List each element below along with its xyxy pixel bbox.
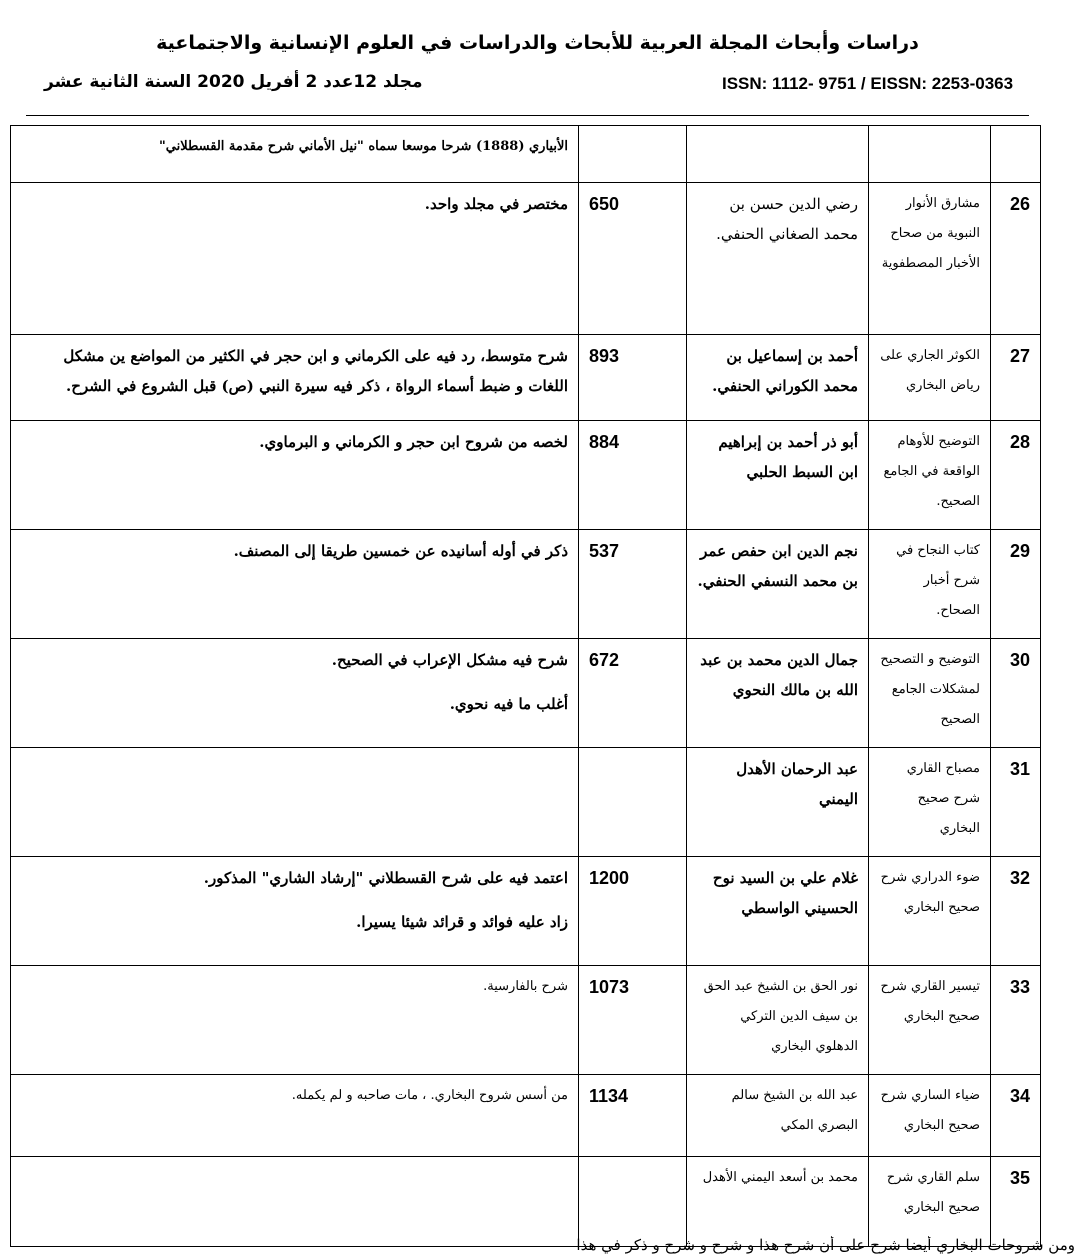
author-name: جمال الدين محمد بن عبد الله بن مالك النحوي (687, 639, 869, 748)
journal-title: دراسات وأبحاث المجلة العربية للأبحاث والدراسات في العلوم الإنسانية والاجتماعية (156, 32, 919, 54)
author-name: عبد الله بن الشيخ سالم البصري المكي (687, 1075, 869, 1157)
table-row (11, 183, 1041, 335)
row-number: 29 (991, 530, 1041, 639)
description-cell (11, 183, 579, 335)
death-year (579, 748, 687, 857)
footer-text: ومن شروحات البخاري أيضا شرح على أن شرح هذا و شرح و شرح و ذكر في هذا (576, 1236, 1075, 1254)
row-number: 35 (991, 1157, 1041, 1247)
row-number: 26 (991, 183, 1041, 335)
table-row (11, 857, 1041, 966)
row-number: 28 (991, 421, 1041, 530)
author-name: غلام علي بن السيد نوح الحسيني الواسطي (687, 857, 869, 966)
description-cell (11, 530, 579, 639)
death-year: 537 (579, 530, 687, 639)
table-row (11, 335, 1041, 421)
table-row (11, 639, 1041, 748)
description-line: لخصه من شروح ابن حجر و الكرماني و البرماوي. (259, 433, 568, 451)
row-number: 33 (991, 966, 1041, 1075)
row-number: 31 (991, 748, 1041, 857)
book-title: الكوثر الجاري على رياض البخاري (869, 335, 991, 421)
description-line: أغلب ما فيه نحوي. (449, 695, 568, 713)
author-name: محمد بن أسعد اليمني الأهدل (687, 1157, 869, 1247)
description-line: شرح فيه مشكل الإعراب في الصحيح. (331, 651, 568, 669)
table-row (11, 421, 1041, 530)
book-title: مشارق الأنوار النبوية من صحاح الأخبار المصطفوية (869, 183, 991, 335)
description-cell (11, 1157, 579, 1247)
issn-line: ISSN: 1112- 9751 / EISSN: 2253-0363 (722, 74, 1014, 93)
death-year: 1073 (579, 966, 687, 1075)
description-cell (11, 1075, 579, 1157)
book-title: التوضيح و التصحيح لمشكلات الجامع الصحيح (869, 639, 991, 748)
table-row (11, 966, 1041, 1075)
description-line: اعتمد فيه على شرح القسطلاني "إرشاد الشاري" المذكور. (203, 869, 568, 887)
description-line: من أسس شروح البخاري. ، مات صاحبه و لم يكمله. (291, 1088, 568, 1103)
header-rule (26, 115, 1029, 116)
row-number: 34 (991, 1075, 1041, 1157)
year-cell (579, 126, 687, 183)
book-title: كتاب النجاح في شرح أخبار الصحاح. (869, 530, 991, 639)
description-cell (11, 966, 579, 1075)
volume-line: مجلد 12عدد 2 أفريل 2020 السنة الثانية عشر (44, 72, 423, 92)
author-name: أحمد بن إسماعيل بن محمد الكوراني الحنفي. (687, 335, 869, 421)
table-row-continuation (11, 126, 1041, 183)
book-title: سلم القاري شرح صحيح البخاري (869, 1157, 991, 1247)
continuation-cell: الأبياري (1888) شرحا موسعا سماه "نيل الأماني شرح مقدمة القسطلاني" (11, 126, 579, 183)
book-title: التوضيح للأوهام الواقعة في الجامع الصحيح. (869, 421, 991, 530)
table-row (11, 748, 1041, 857)
description-cell (11, 748, 579, 857)
death-year: 650 (579, 183, 687, 335)
description-cell (11, 857, 579, 966)
author-name: عبد الرحمان الأهدل اليمني (687, 748, 869, 857)
book-title: مصباح القاري شرح صحيح البخاري (869, 748, 991, 857)
author-name: نور الحق بن الشيخ عبد الحق بن سيف الدين التركي الدهلوي البخاري (687, 966, 869, 1075)
book-title: تيسير القاري شرح صحيح البخاري (869, 966, 991, 1075)
death-year: 884 (579, 421, 687, 530)
description-cell (11, 421, 579, 530)
commentaries-table (10, 125, 1041, 1247)
num-cell (991, 126, 1041, 183)
death-year: 1200 (579, 857, 687, 966)
description-line: زاد عليه فوائد و قرائد شيئا يسيرا. (356, 913, 568, 931)
description-line: شرح بالفارسية. (483, 979, 568, 994)
death-year (579, 1157, 687, 1247)
author-name: أبو ذر أحمد بن إبراهيم ابن السبط الحلبي (687, 421, 869, 530)
author-cell (687, 126, 869, 183)
row-number: 30 (991, 639, 1041, 748)
book-cell (869, 126, 991, 183)
book-title: ضياء الساري شرح صحيح البخاري (869, 1075, 991, 1157)
table-row (11, 1157, 1041, 1247)
table-row (11, 1075, 1041, 1157)
description-line: مختصر في مجلد واحد. (424, 195, 568, 213)
death-year: 893 (579, 335, 687, 421)
row-number: 27 (991, 335, 1041, 421)
table-row (11, 530, 1041, 639)
death-year: 1134 (579, 1075, 687, 1157)
description-cell (11, 639, 579, 748)
description-line: ذكر في أوله أسانيده عن خمسين طريقا إلى المصنف. (233, 542, 568, 560)
author-name: رضي الدين حسن بن محمد الصغاني الحنفي. (687, 183, 869, 335)
row-number: 32 (991, 857, 1041, 966)
death-year: 672 (579, 639, 687, 748)
book-title: ضوء الدراري شرح صحيح البخاري (869, 857, 991, 966)
author-name: نجم الدين ابن حفص عمر بن محمد النسفي الحنفي. (687, 530, 869, 639)
description-line: شرح متوسط، رد فيه على الكرماني و ابن حجر في الكثير من المواضع ين مشكل اللغات و ضبط أسماء الرواة ، ذكر فيه سيرة النبي (ص) قبل الشروع في الشرح. (63, 347, 568, 395)
description-cell (11, 335, 579, 421)
